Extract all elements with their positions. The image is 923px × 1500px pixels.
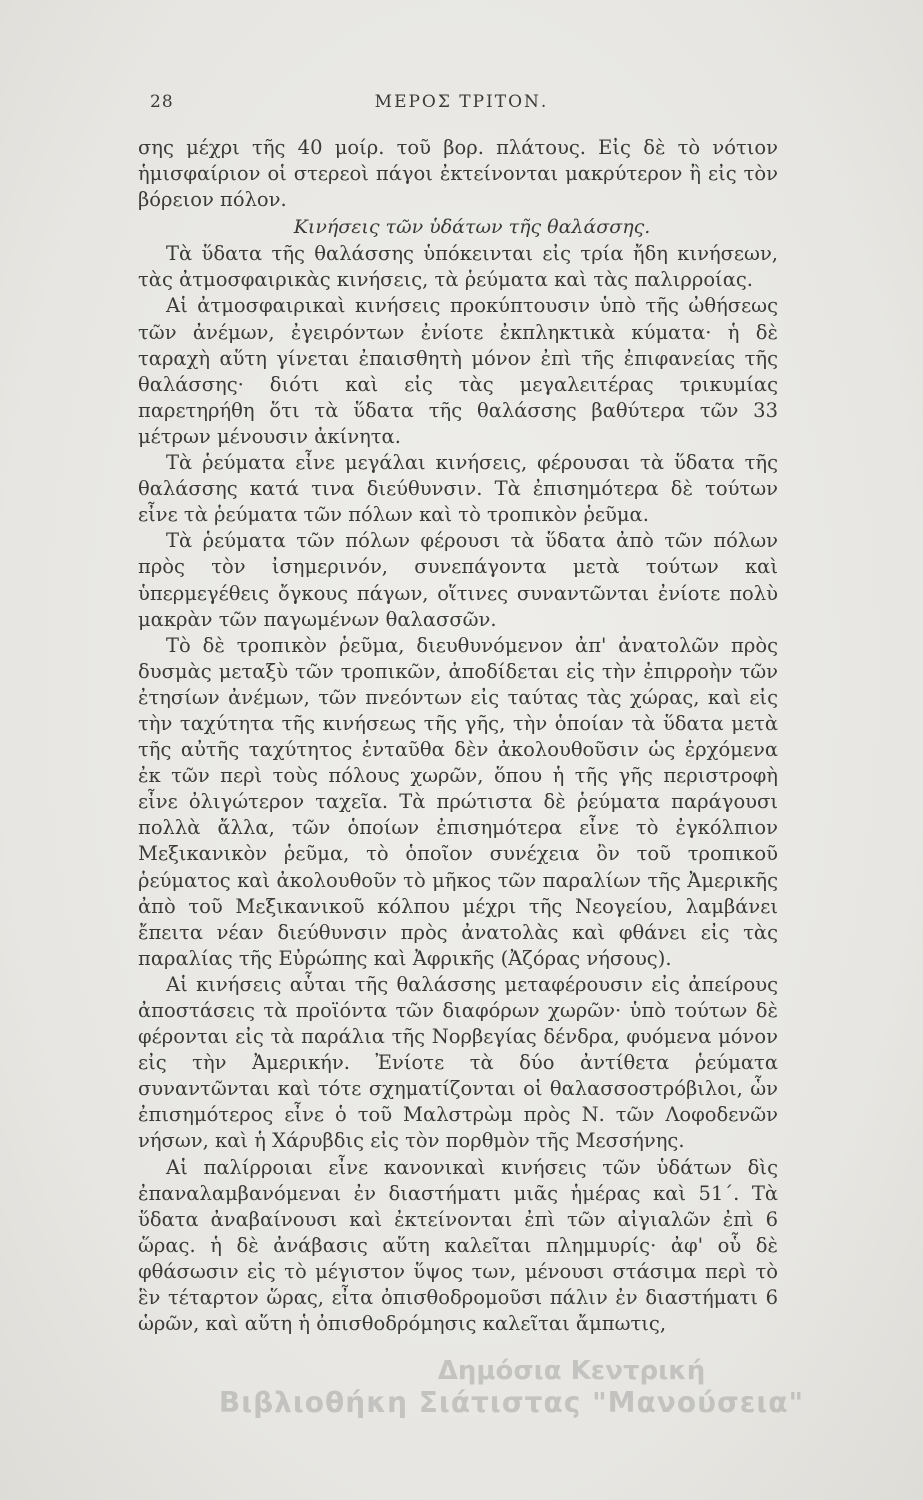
paragraph: Αἱ παλίρροιαι εἶνε κανονικαὶ κινήσεις τῶν ὑδάτων δὶς ἐπαναλαμβανόμεναι ἐν διαστήματι μιᾶς ἡμέρας καὶ 51΄. Τὰ ὕδατα ἀναβαίνουσι καὶ ἐκτείνονται ἐπὶ τῶν αἰγιαλῶν ἐπὶ 6 ὥρας. ἡ δὲ ἀνάβασις αὕτη καλεῖται πλημμυρίς· ἀφ' οὗ δὲ φθάσωσιν εἰς τὸ μέγιστον ὕψος των, μένουσι στάσιμα περὶ τὸ ἓν τέταρτον ὥρας, εἶτα ὀπισθοδρομοῦσι πάλιν ἐν διαστήματι 6 ὡρῶν, καὶ αὕτη ἡ ὀπισθοδρόμησις καλεῖται ἄμπωτις, <box>138 1155 778 1336</box>
watermark-line-2: Βιβλιοθήκη Σιάτιστας "Μανούσεια" <box>218 1386 805 1419</box>
section-heading: Κινήσεις τῶν ὑδάτων τῆς θαλάσσης. <box>293 216 651 239</box>
paragraph: σης μέχρι τῆς 40 μοίρ. τοῦ βορ. πλάτους. Εἰς δὲ τὸ νότιον ἡμισφαίριον οἱ στερεοὶ πάγοι ἐκτείνονται μακρύτερον ἢ εἰς τὸν βόρειον πόλον. <box>138 136 778 212</box>
running-title: ΜΕΡΟΣ ΤΡΙΤΟΝ. <box>374 92 549 112</box>
paragraph: Αἱ ἀτμοσφαιρικαὶ κινήσεις προκύπτουσιν ὑπὸ τῆς ὠθήσεως τῶν ἀνέμων, ἐγειρόντων ἐνίοτε ἐκπληκτικὰ κύματα· ἡ δὲ ταραχὴ αὕτη γίνεται ἐπαισθητὴ μόνον ἐπὶ τῆς ἐπιφανείας τῆς θαλάσσης· διότι καὶ εἰς τὰς μεγαλειτέρας τρικυμίας παρετηρήθη ὅτι τὰ ὕδατα τῆς θαλάσσης βαθύτερα τῶν 33 μέτρων μένουσιν ἀκίνητα. <box>138 294 778 448</box>
paragraph: Τὰ ῥεύματα εἶνε μεγάλαι κινήσεις, φέρουσαι τὰ ὕδατα τῆς θαλάσσης κατά τινα διεύθυνσιν. Τὰ ἐπισημότερα δὲ τούτων εἶνε τὰ ῥεύματα τῶν πόλων καὶ τὸ τροπικὸν ῥεῦμα. <box>138 451 778 527</box>
page-header <box>150 92 773 120</box>
page-number: 28 <box>150 92 174 112</box>
paragraph: Τὰ ὕδατα τῆς θαλάσσης ὑπόκεινται εἰς τρία ἤδη κινήσεων, τὰς ἀτμοσφαιρικὰς κινήσεις, τὰ ῥεύματα καὶ τὰς παλιρροίας. <box>138 242 778 292</box>
paragraph: Αἱ κινήσεις αὗται τῆς θαλάσσης μεταφέρουσιν εἰς ἀπείρους ἀποστάσεις τὰ προϊόντα τῶν διαφόρων χωρῶν· ὑπὸ τούτων δὲ φέρονται εἰς τὰ παράλια τῆς Νορβεγίας δένδρα, φυόμενα μόνον εἰς τὴν Ἀμερικήν. Ἐνίοτε τὰ δύο ἀντίθετα ῥεύματα συναντῶνται καὶ τότε σχηματίζονται οἱ θαλασσοστρόβιλοι, ὧν ἐπισημότερος εἶνε ὁ τοῦ Μαλστρὼμ πρὸς Ν. τῶν Λοφοδενῶν νήσων, καὶ ἡ Χάρυβδις εἰς τὸν πορθμὸν τῆς Μεσσήνης. <box>138 972 778 1153</box>
paragraph: Τὸ δὲ τροπικὸν ῥεῦμα, διευθυνόμενον ἀπ' ἀνατολῶν πρὸς δυσμὰς μεταξὺ τῶν τροπικῶν, ἀποδίδεται εἰς τὴν ἐπιρροὴν τῶν ἐτησίων ἀνέμων, τῶν πνεόντων εἰς ταύτας τὰς χώρας, καὶ εἰς τὴν ταχύτητα τῆς κινήσεως τῆς γῆς, τὴν ὁποίαν τὰ ὕδατα μετὰ τῆς αὐτῆς ταχύτητος ἐνταῦθα δὲν ἀκολουθοῦσιν ὡς ἐρχόμενα ἐκ τῶν περὶ τοὺς πόλους χωρῶν, ὅπου ἡ τῆς γῆς περιστροφὴ εἶνε ὀλιγώτερον ταχεῖα. Τὰ πρώτιστα δὲ ῥεύματα παράγουσι πολλὰ ἄλλα, τῶν ὁποίων ἐπισημότερα εἶνε τὸ ἐγκόλπιον Μεξικανικὸν ῥεῦμα, τὸ ὁποῖον συνέχεια ὂν τοῦ τροπικοῦ ῥεύματος καὶ ἀκολουθοῦν τὸ μῆκος τῶν παραλίων τῆς Ἀμερικῆς ἀπὸ τοῦ Μεξικανικοῦ κόλπου μέχρι τῆς Νεογείου, λαμβάνει ἔπειτα νέαν διεύθυνσιν πρὸς ἀνατολὰς καὶ φθάνει εἰς τὰς παραλίας τῆς Εὐρώπης καὶ Ἀφρικῆς (Ἀζόρας νήσους). <box>138 633 778 970</box>
paragraph: Τὰ ῥεύματα τῶν πόλων φέρουσι τὰ ὕδατα ἀπὸ τῶν πόλων πρὸς τὸν ἰσημερινόν, συνεπάγοντα μετὰ τούτων καὶ ὑπερμεγέθεις ὄγκους πάγων, οἵτινες συναντῶνται ἐνίοτε πολὺ μακρὰν τῶν παγωμένων θαλασσῶν. <box>138 529 778 631</box>
library-watermark <box>120 1356 903 1418</box>
watermark-line-1: Δημόσια Κεντρική <box>437 1356 706 1386</box>
body-text <box>138 135 778 1337</box>
